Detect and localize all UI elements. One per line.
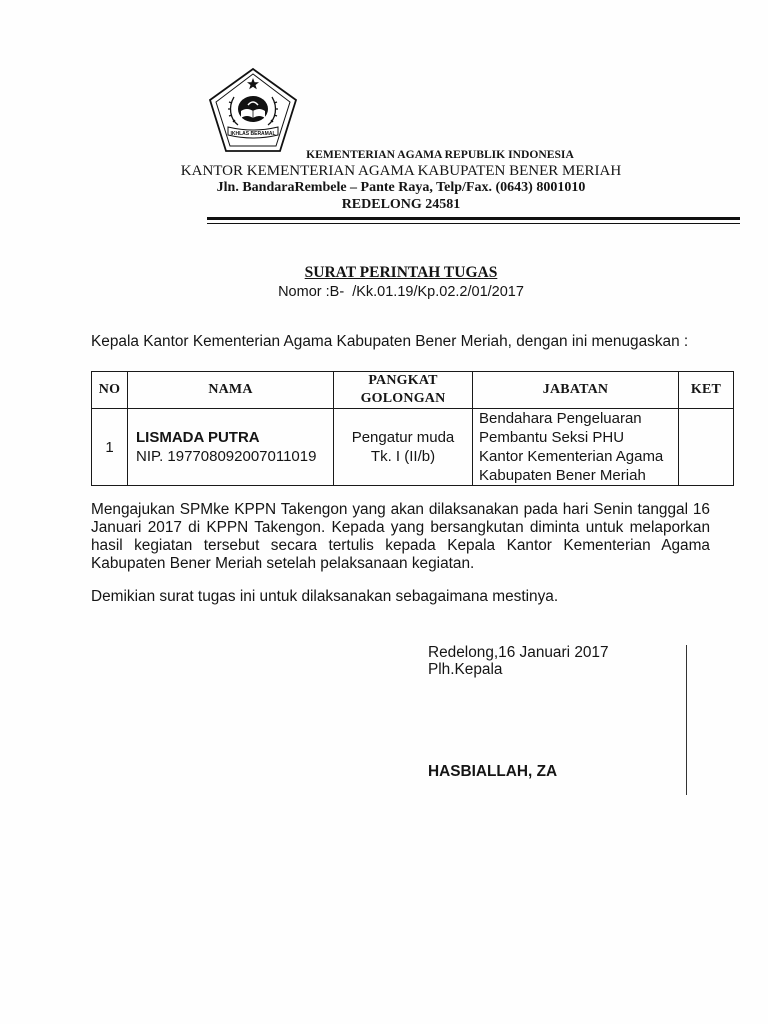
assignment-line: Kabupaten Bener Meriah setelah pelaksanaan kegiatan. <box>91 555 475 572</box>
letterhead-rule-thin <box>207 223 740 224</box>
cell-note <box>679 409 734 486</box>
position-line: Kantor Kementerian Agama <box>479 448 664 465</box>
header-name: NAMA <box>128 372 334 409</box>
cell-position <box>473 409 679 486</box>
ministry-name: KEMENTERIAN AGAMA REPUBLIK INDONESIA <box>306 148 574 161</box>
office-address: Jln. BandaraRembele – Pante Raya, Telp/Fax. (0643) 8001010 <box>216 180 586 195</box>
header-no: NO <box>92 372 128 409</box>
cell-rank <box>334 409 473 486</box>
cell-name <box>128 409 334 486</box>
kemenag-logo <box>208 67 298 153</box>
table-row <box>92 409 734 486</box>
header-position: JABATAN <box>473 372 679 409</box>
header-rank-line2: GOLONGAN <box>360 391 446 406</box>
assignment-paragraph <box>91 501 710 573</box>
logo-ribbon-text: IKHLAS BERAMAL <box>230 131 276 138</box>
rank-line: Pengatur muda <box>351 429 455 446</box>
letterhead-rule-thick <box>207 217 740 220</box>
signature-place-date: Redelong,16 Januari 2017 <box>428 644 609 661</box>
cell-no: 1 <box>92 409 128 486</box>
assignment-table <box>91 371 734 486</box>
letter-title-block <box>201 264 601 282</box>
office-city: REDELONG 24581 <box>341 197 461 212</box>
staff-nip: NIP. 197708092007011019 <box>136 448 317 465</box>
logo-shield <box>238 96 268 122</box>
header-note: KET <box>679 372 734 409</box>
letter-number: Nomor :B- /Kk.01.19/Kp.02.2/01/2017 <box>278 284 524 300</box>
staff-name: LISMADA PUTRA <box>136 429 260 446</box>
assignment-line: Januari 2017 di KPPN Takengon. Kepada yang bersangkutan diminta untuk melaporkan <box>91 519 710 536</box>
signature-margin-line <box>686 645 687 795</box>
letter-title: SURAT PERINTAH TUGAS <box>304 264 498 281</box>
header-rank <box>334 372 473 409</box>
position-line: Pembantu Seksi PHU <box>479 429 625 446</box>
table-header-row <box>92 372 734 409</box>
closing-paragraph: Demikian surat tugas ini untuk dilaksanakan sebagaimana mestinya. <box>91 588 559 605</box>
signatory-name: HASBIALLAH, ZA <box>428 763 558 780</box>
position-line: Kabupaten Bener Meriah <box>479 467 646 484</box>
office-name: KANTOR KEMENTERIAN AGAMA KABUPATEN BENER MERIAH <box>180 163 622 179</box>
intro-paragraph: Kepala Kantor Kementerian Agama Kabupaten Bener Meriah, dengan ini menugaskan : <box>91 333 689 350</box>
signature-role: Plh.Kepala <box>428 661 503 678</box>
position-line: Bendahara Pengeluaran <box>479 410 642 427</box>
header-rank-line1: PANGKAT <box>368 373 438 388</box>
rank-line: Tk. I (II/b) <box>370 448 436 465</box>
assignment-line: Mengajukan SPMke KPPN Takengon yang akan dilaksanakan pada hari Senin tanggal 16 <box>91 501 710 518</box>
assignment-line: hasil kegiatan tersebut secara tertulis kepada Kepala Kantor Kementerian Agama <box>91 537 710 554</box>
